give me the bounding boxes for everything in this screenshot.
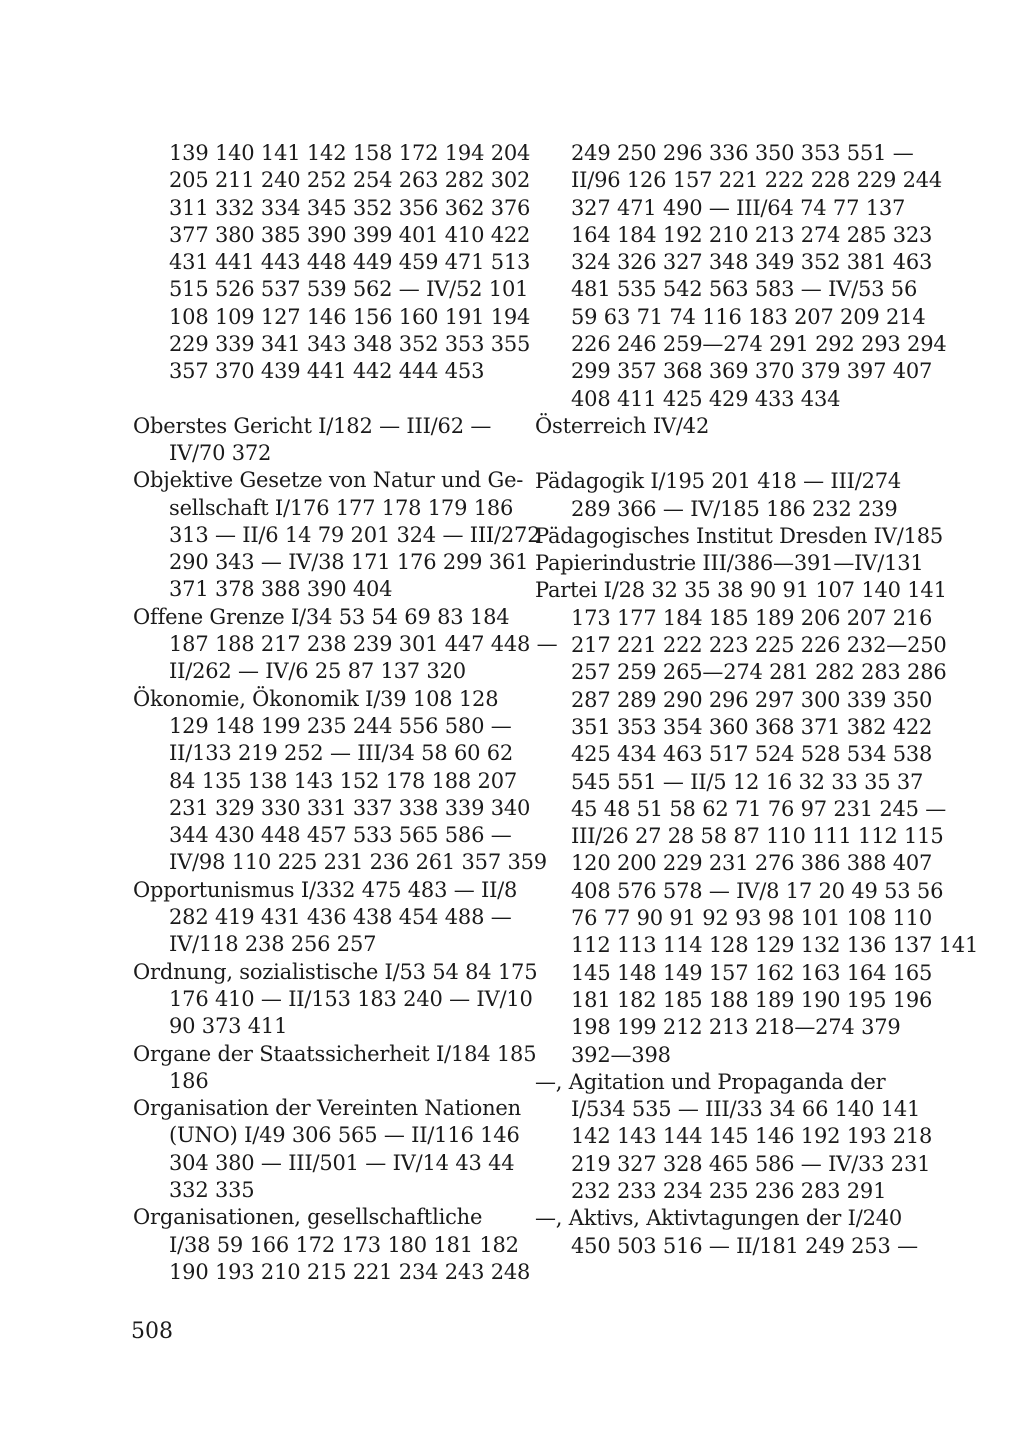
index-line: Opportunismus I/332 475 483 — II/8: [133, 877, 518, 902]
index-line: 219 327 328 465 586 — IV/33 231: [571, 1151, 931, 1176]
index-line: 450 503 516 — II/181 249 253 —: [571, 1233, 918, 1258]
index-entry-uno: [133, 1095, 521, 1204]
index-line: 142 143 144 145 146 192 193 218: [571, 1124, 933, 1149]
index-line: 287 289 290 296 297 300 339 350: [571, 687, 933, 712]
continuation-block: [133, 140, 531, 386]
index-line: 351 353 354 360 368 371 382 422: [571, 714, 933, 739]
index-line: 231 329 330 331 337 338 339 340: [169, 795, 531, 820]
index-line: 289 366 — IV/185 186 232 239: [571, 496, 898, 521]
index-entry-organisationen: [133, 1204, 531, 1286]
index-line: 176 410 — II/153 183 240 — IV/10: [169, 986, 533, 1011]
index-line: 90 373 411: [169, 1014, 288, 1039]
index-line: Ökonomie, Ökonomik I/39 108 128: [133, 686, 499, 711]
index-line: I/38 59 166 172 173 180 181 182: [169, 1232, 519, 1257]
index-line: 205 211 240 252 254 263 282 302: [169, 168, 531, 193]
index-line: 232 233 234 235 236 283 291: [571, 1178, 887, 1203]
index-line: 377 380 385 390 399 401 410 422: [169, 222, 531, 247]
index-line: 392—398: [571, 1042, 671, 1067]
index-line: 311 332 334 345 352 356 362 376: [169, 195, 531, 220]
index-line: Objektive Gesetze von Natur und Ge-: [133, 468, 524, 493]
index-line: II/96 126 157 221 222 228 229 244: [571, 168, 943, 193]
index-line: 139 140 141 142 158 172 194 204: [169, 141, 531, 165]
index-line: 304 380 — III/501 — IV/14 43 44: [169, 1150, 515, 1175]
continuation-block: [535, 140, 947, 413]
index-line: 249 250 296 336 350 353 551 —: [571, 141, 914, 165]
index-line: Pädagogik I/195 201 418 — III/274: [535, 469, 902, 494]
index-line: sellschaft I/176 177 178 179 186: [169, 495, 514, 520]
index-line: 408 576 578 — IV/8 17 20 49 53 56: [571, 878, 944, 903]
index-line: Oberstes Gericht I/182 — III/62 —: [133, 413, 492, 438]
index-line: 187 188 217 238 239 301 447 448 —: [169, 632, 558, 657]
index-line: 217 221 222 223 225 226 232—250: [571, 633, 947, 658]
index-entry-agitation: [535, 1069, 933, 1205]
index-entry-objektive-gesetze: [133, 467, 541, 603]
right-column: [535, 140, 979, 1260]
index-line: 76 77 90 91 92 93 98 101 108 110: [571, 906, 932, 931]
index-line: II/262 — IV/6 25 87 137 320: [169, 659, 466, 684]
index-line: 344 430 448 457 533 565 586 —: [169, 823, 512, 848]
index-line: 324 326 327 348 349 352 381 463: [571, 250, 933, 275]
index-line: 257 259 265—274 281 282 283 286: [571, 660, 947, 685]
index-line: 112 113 114 128 129 132 136 137 141: [571, 933, 979, 958]
index-line: 299 357 368 369 370 379 397 407: [571, 359, 933, 384]
index-entry-offene-grenze: [133, 604, 558, 686]
index-line: —, Agitation und Propaganda der: [535, 1069, 886, 1094]
index-line: Ordnung, sozialistische I/53 54 84 175: [133, 959, 538, 984]
index-line: 164 184 192 210 213 274 285 323: [571, 222, 933, 247]
index-line: 186: [169, 1068, 209, 1093]
index-line: (UNO) I/49 306 565 — II/116 146: [169, 1123, 520, 1148]
index-line: Pädagogisches Institut Dresden IV/185: [535, 523, 944, 548]
page-number: 508: [131, 1319, 173, 1344]
index-line: 173 177 184 185 189 206 207 216: [571, 605, 933, 630]
index-line: 431 441 443 448 449 459 471 513: [169, 250, 531, 275]
index-line: Partei I/28 32 35 38 90 91 107 140 141: [535, 578, 947, 603]
index-entry-ordnung: [133, 959, 538, 1041]
index-line: Papierindustrie III/386—391—IV/131: [535, 551, 924, 576]
index-line: 313 — II/6 14 79 201 324 — III/272: [169, 522, 541, 547]
index-line: —, Aktivs, Aktivtagungen der I/240: [535, 1206, 903, 1231]
index-line: 332 335: [169, 1177, 255, 1202]
index-line: 120 200 229 231 276 386 388 407: [571, 851, 933, 876]
index-line: 84 135 138 143 152 178 188 207: [169, 768, 518, 793]
index-line: Organisationen, gesellschaftliche: [133, 1205, 483, 1230]
index-entry-paedagogisches-institut: [535, 523, 944, 550]
index-line: 408 411 425 429 433 434: [571, 386, 841, 411]
index-line: IV/118 238 256 257: [169, 932, 377, 957]
index-entry-oesterreich: [535, 413, 910, 440]
index-line: IV/98 110 225 231 236 261 357 359: [169, 850, 547, 875]
index-line: II/133 219 252 — III/34 58 60 62: [169, 741, 514, 766]
index-line: I/534 535 — III/33 34 66 140 141: [571, 1097, 921, 1122]
index-entry-organe-staatssicherheit: [133, 1041, 537, 1096]
index-line: 425 434 463 517 524 528 534 538: [571, 742, 933, 767]
index-entry-partei: [535, 577, 979, 1068]
index-line: IV/70 372: [169, 440, 272, 465]
index-line: Österreich IV/42: [535, 413, 710, 438]
index-line: Offene Grenze I/34 53 54 69 83 184: [133, 604, 510, 629]
index-line: 545 551 — II/5 12 16 32 33 35 37: [571, 769, 924, 794]
index-line: 190 193 210 215 221 234 243 248: [169, 1259, 531, 1284]
index-entry-oberstes-gericht: [133, 413, 508, 468]
index-entry-papierindustrie: [535, 550, 924, 577]
index-line: 371 378 388 390 404: [169, 577, 393, 602]
index-line: 226 246 259—274 291 292 293 294: [571, 332, 947, 357]
index-entry-opportunismus: [133, 877, 518, 959]
index-line: Organe der Staatssicherheit I/184 185: [133, 1041, 537, 1066]
left-column: [133, 140, 558, 1286]
index-line: 181 182 185 188 189 190 195 196: [571, 987, 933, 1012]
index-entry-paedagogik: [535, 468, 910, 523]
index-line: 59 63 71 74 116 183 207 209 214: [571, 304, 926, 329]
index-line: 282 419 431 436 438 454 488 —: [169, 905, 512, 930]
index-line: 45 48 51 58 62 71 76 97 231 245 —: [571, 796, 947, 821]
index-line: 515 526 537 539 562 — IV/52 101: [169, 277, 529, 302]
index-line: Organisation der Vereinten Nationen: [133, 1096, 521, 1121]
index-line: III/26 27 28 58 87 110 111 112 115: [571, 824, 944, 849]
index-line: 229 339 341 343 348 352 353 355: [169, 332, 531, 357]
index-line: 145 148 149 157 162 163 164 165: [571, 960, 933, 985]
index-line: 481 535 542 563 583 — IV/53 56: [571, 277, 918, 302]
index-line: 129 148 199 235 244 556 580 —: [169, 713, 512, 738]
index-line: 290 343 — IV/38 171 176 299 361: [169, 550, 529, 575]
index-entry-oekonomie: [133, 686, 547, 877]
index-line: 327 471 490 — III/64 74 77 137: [571, 195, 906, 220]
index-entry-aktivs: [535, 1205, 918, 1260]
index-line: 198 199 212 213 218—274 379: [571, 1015, 901, 1040]
index-line: 357 370 439 441 442 444 453: [169, 359, 485, 384]
index-line: 108 109 127 146 156 160 191 194: [169, 304, 531, 329]
